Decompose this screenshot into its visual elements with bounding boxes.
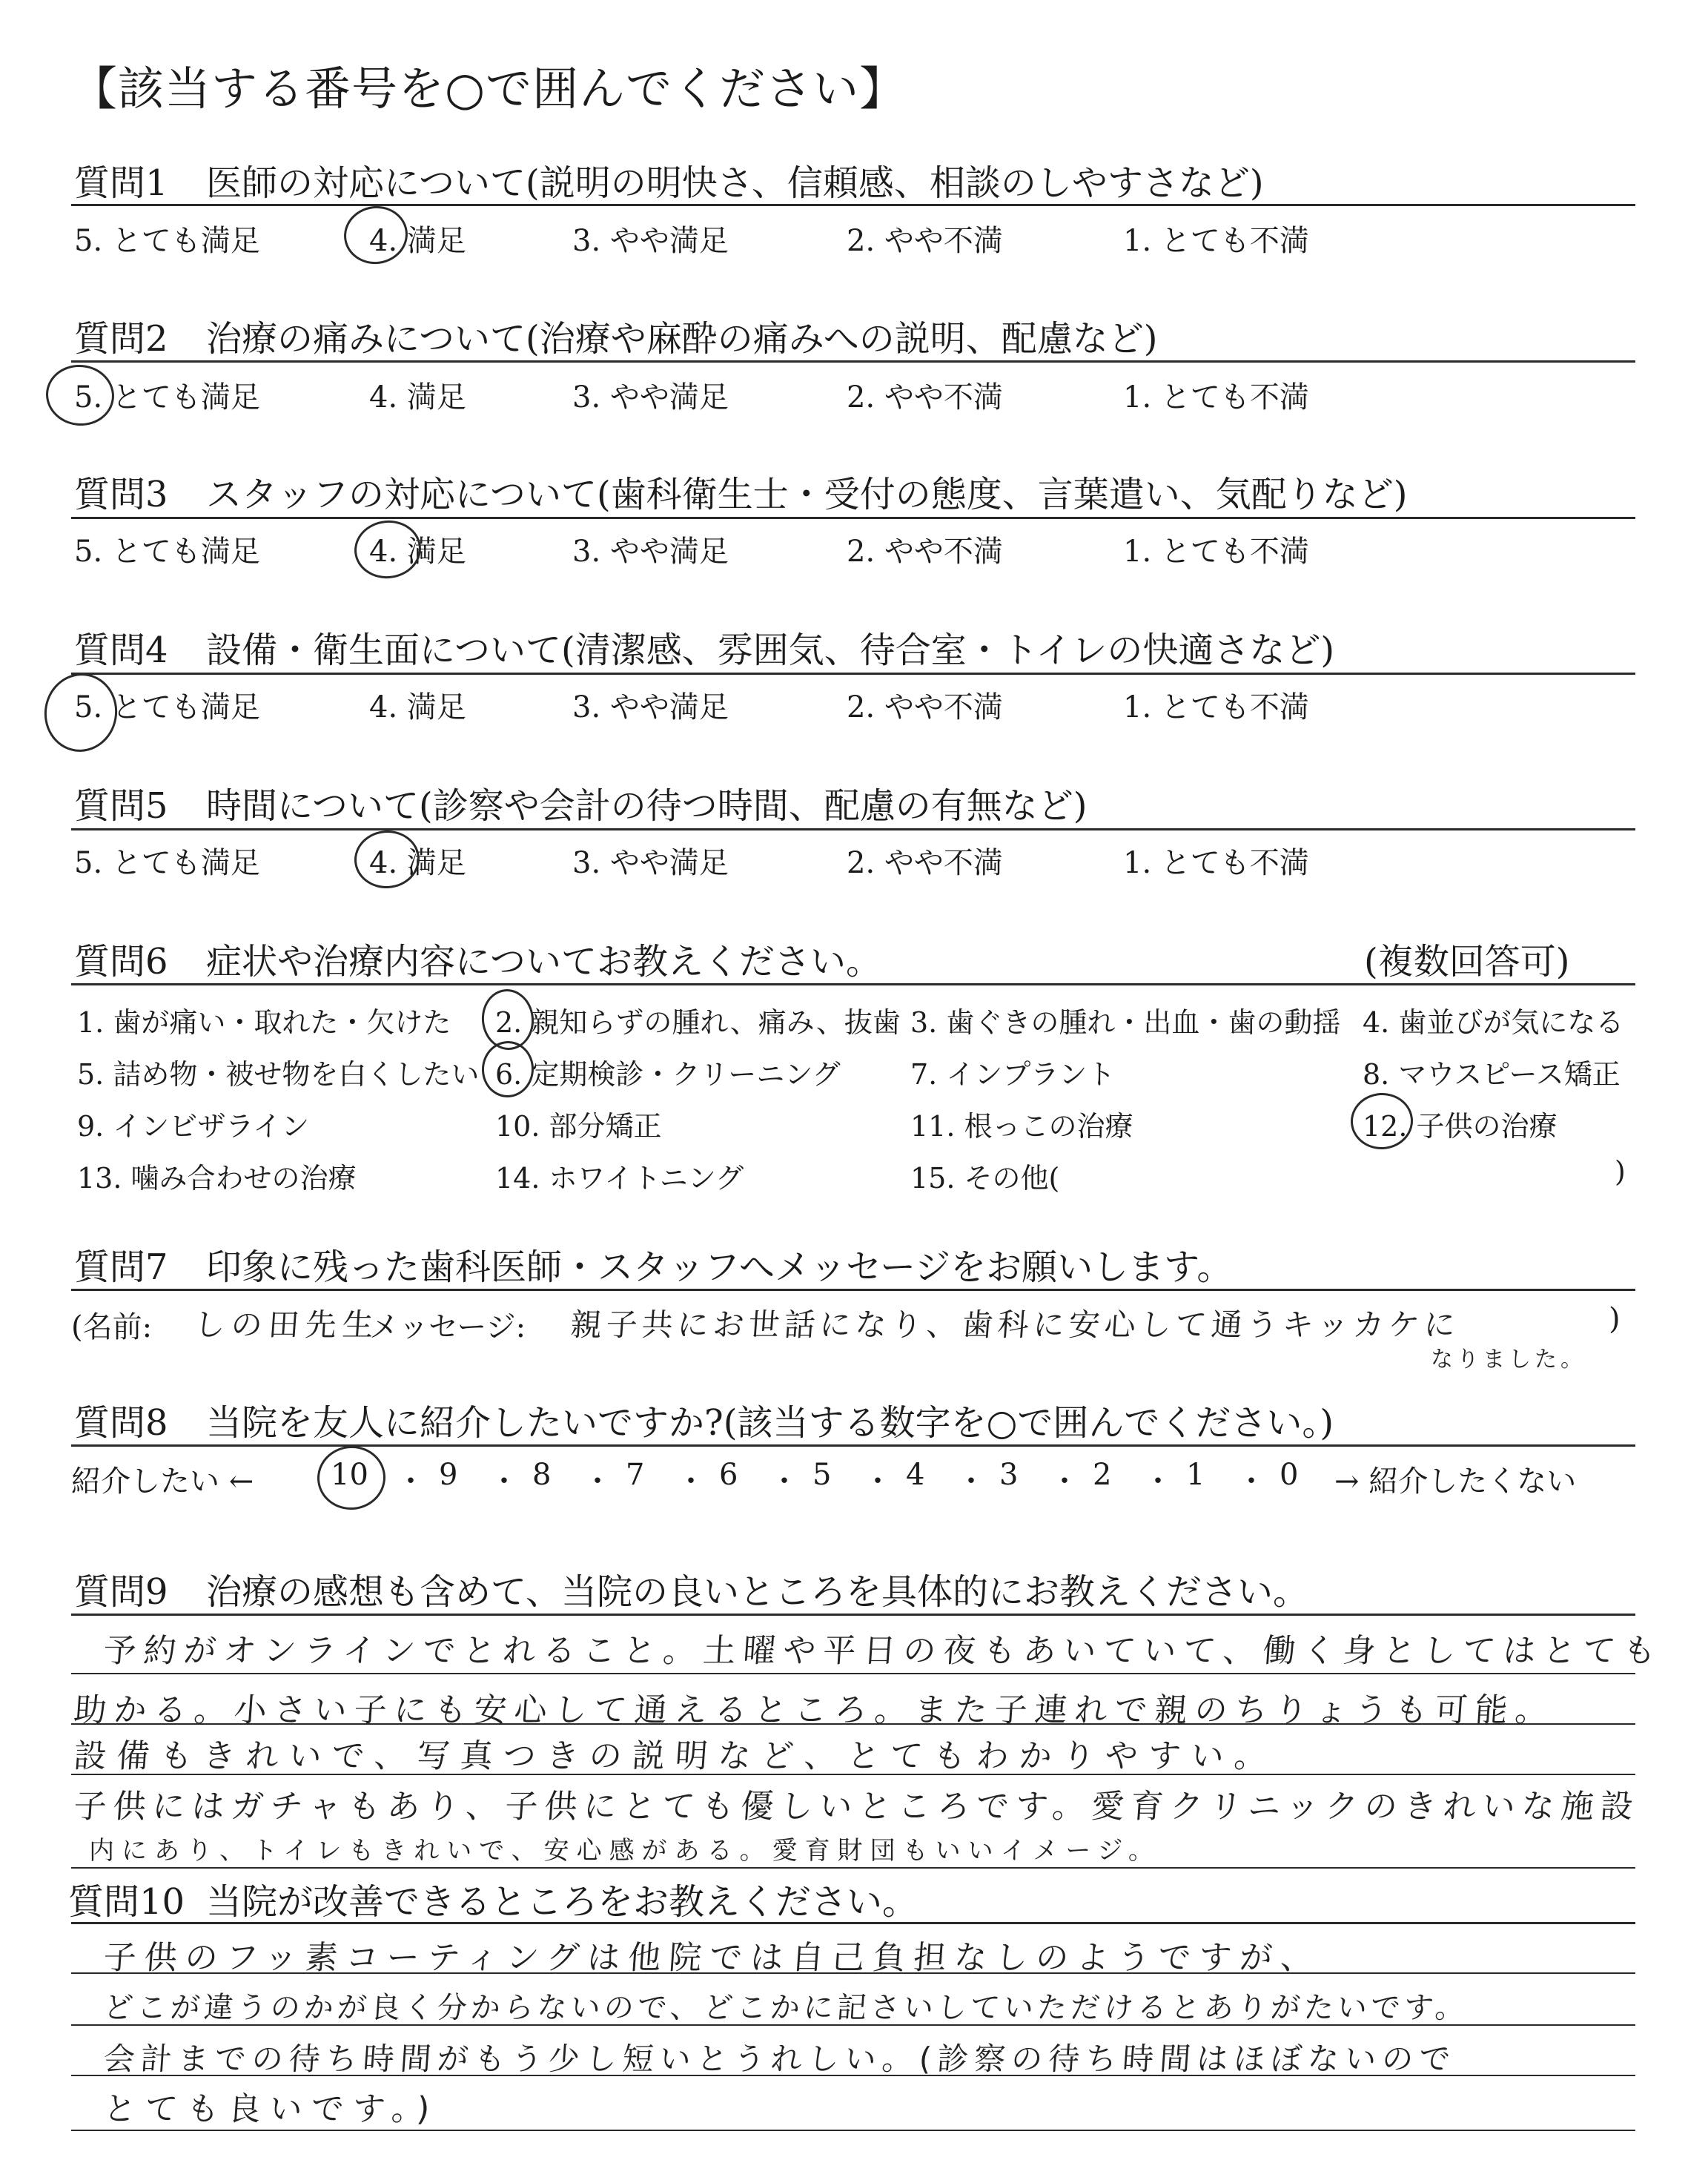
divider	[71, 983, 1635, 985]
symptom-option[interactable]: 6. 定期検診・クリーニング	[495, 1058, 841, 1091]
symptom-option[interactable]: 10. 部分矯正	[495, 1110, 662, 1143]
question-text: 治療の感想も含めて、当院の良いところを具体的にお教えください。	[206, 1571, 1309, 1613]
option-2[interactable]: 2. やや不満	[847, 846, 1003, 880]
divider	[71, 1922, 1635, 1924]
scale-separator: ・	[1237, 1464, 1266, 1499]
multiple-answer-note: (複数回答可)	[1364, 941, 1570, 982]
writing-rule	[71, 1723, 1635, 1725]
scale-separator: ・	[583, 1464, 612, 1499]
divider	[71, 517, 1635, 519]
question-label: 質問4	[74, 630, 168, 671]
scale-value[interactable]: 9	[439, 1458, 458, 1492]
option-3[interactable]: 3. やや満足	[572, 690, 729, 724]
option-3[interactable]: 3. やや満足	[572, 380, 729, 415]
writing-rule	[71, 2024, 1635, 2026]
scale-value[interactable]: 10	[331, 1458, 368, 1492]
symptom-option[interactable]: 8. マウスピース矯正	[1363, 1058, 1621, 1091]
selection-circle	[351, 518, 424, 582]
answer-line[interactable]: どこが違うのかが良く分からないので、どこかに記さいしていただけるとありがたいです。	[102, 1991, 1470, 2025]
answer-line[interactable]: 助かる。小さい子にも安心して通えるところ。また子連れで親のちりょうも可能。	[72, 1691, 1557, 1729]
name-label: (名前:	[71, 1310, 153, 1344]
scale-value[interactable]: 8	[532, 1458, 552, 1492]
symptom-option[interactable]: 14. ホワイトニング	[495, 1162, 744, 1195]
scale-value[interactable]: 1	[1186, 1458, 1205, 1492]
answer-line[interactable]: 会計までの待ち時間がもう少し短いとうれしい。(診察の待ち時間はほぼないので	[102, 2041, 1457, 2077]
message-line[interactable]: 親子共にお世話になり、歯科に安心して通うキッカケに	[569, 1307, 1461, 1343]
answer-line[interactable]: 子供のフッ素コーティングは他院では自己負担なしのようですが、	[102, 1939, 1323, 1977]
option-1[interactable]: 1. とても不満	[1123, 224, 1309, 258]
question-label: 質問10	[68, 1881, 185, 1923]
scale-separator: ・	[863, 1464, 893, 1499]
name-value[interactable]: しの田先生	[193, 1307, 381, 1343]
question-label: 質問9	[74, 1571, 168, 1613]
option-3[interactable]: 3. やや満足	[572, 535, 729, 569]
answer-line[interactable]: 設備もきれいで、写真つきの説明など、とてもわかりやすい。	[72, 1737, 1279, 1775]
writing-rule	[71, 2075, 1635, 2076]
question-label: 質問1	[74, 162, 168, 204]
question-label: 質問5	[74, 785, 168, 827]
symptom-option[interactable]: 1. 歯が痛い・取れた・欠けた	[77, 1006, 451, 1039]
option-4[interactable]: 4. 満足	[369, 690, 466, 724]
question-text: 症状や治療内容についてお教えください。	[206, 941, 882, 982]
symptom-option[interactable]: 15. その他(	[910, 1162, 1060, 1195]
option-3[interactable]: 3. やや満足	[572, 846, 729, 880]
divider	[71, 1614, 1635, 1616]
question-text: 当院が改善できるところをお教えください。	[206, 1881, 918, 1923]
symptom-option[interactable]: 12. 子供の治療	[1363, 1110, 1558, 1143]
scale-value[interactable]: 3	[999, 1458, 1019, 1492]
option-2[interactable]: 2. やや不満	[847, 224, 1003, 258]
question-label: 質問8	[74, 1402, 168, 1444]
scale-value[interactable]: 5	[812, 1458, 832, 1492]
divider	[71, 1444, 1635, 1447]
writing-rule	[71, 1774, 1635, 1775]
symptom-option[interactable]: 3. 歯ぐきの腫れ・出血・歯の動揺	[910, 1006, 1341, 1039]
symptom-option[interactable]: 7. インプラント	[910, 1058, 1116, 1091]
question-label: 質問3	[74, 474, 168, 515]
scale-separator: ・	[396, 1464, 426, 1499]
symptom-option[interactable]: 5. 詰め物・被せ物を白くしたい	[77, 1058, 480, 1091]
scale-value[interactable]: 4	[906, 1458, 925, 1492]
message-line[interactable]: なりました。	[1431, 1347, 1586, 1373]
selection-circle	[43, 361, 117, 429]
other-close-paren: )	[1615, 1155, 1626, 1188]
symptom-option[interactable]: 13. 噛み合わせの治療	[77, 1162, 357, 1195]
option-2[interactable]: 2. やや不満	[847, 690, 1003, 724]
option-5[interactable]: 5. とても満足	[74, 846, 260, 880]
question-label: 質問7	[74, 1246, 168, 1288]
writing-rule	[71, 2130, 1635, 2131]
option-4[interactable]: 4. 満足	[369, 380, 466, 415]
question-text: 設備・衛生面について(清潔感、雰囲気、待合室・トイレの快適さなど)	[206, 630, 1335, 671]
page-title: 【該当する番号を○で囲んでください】	[71, 62, 907, 116]
divider	[71, 828, 1635, 830]
option-1[interactable]: 1. とても不満	[1123, 535, 1309, 569]
option-5[interactable]: 5. とても満足	[74, 690, 260, 724]
message-label: メッセージ:	[369, 1310, 526, 1344]
option-2[interactable]: 2. やや不満	[847, 380, 1003, 415]
symptom-option[interactable]: 11. 根っこの治療	[910, 1110, 1133, 1143]
divider	[71, 360, 1635, 363]
divider	[71, 204, 1635, 206]
selection-circle	[314, 1443, 388, 1513]
divider	[71, 1289, 1635, 1291]
scale-value[interactable]: 0	[1280, 1458, 1299, 1492]
scale-value[interactable]: 7	[626, 1458, 645, 1492]
option-2[interactable]: 2. やや不満	[847, 535, 1003, 569]
option-5[interactable]: 5. とても満足	[74, 535, 260, 569]
question-text: 治療の痛みについて(治療や麻酔の痛みへの説明、配慮など)	[206, 318, 1158, 360]
option-4[interactable]: 4. 満足	[369, 535, 466, 569]
scale-separator: ・	[489, 1464, 519, 1499]
writing-rule	[71, 1972, 1635, 1974]
question-label: 質問6	[74, 941, 168, 982]
question-text: スタッフの対応について(歯科衛生士・受付の態度、言葉遣い、気配りなど)	[206, 474, 1408, 515]
symptom-option[interactable]: 4. 歯並びが気になる	[1363, 1006, 1624, 1039]
divider	[71, 673, 1635, 675]
option-4[interactable]: 4. 満足	[369, 846, 466, 880]
message-close-paren: )	[1609, 1302, 1621, 1336]
option-1[interactable]: 1. とても不満	[1123, 380, 1309, 415]
question-text: 時間について(診察や会計の待つ時間、配慮の有無など)	[206, 785, 1088, 827]
scale-right-label: → 紹介したくない	[1334, 1464, 1577, 1499]
option-1[interactable]: 1. とても不満	[1123, 690, 1309, 724]
option-3[interactable]: 3. やや満足	[572, 224, 729, 258]
scale-separator: ・	[676, 1464, 706, 1499]
scale-value[interactable]: 2	[1093, 1458, 1112, 1492]
answer-line[interactable]: 予約がオンラインでとれること。土曜や平日の夜もあいていて、働く身としてはとても	[102, 1632, 1665, 1670]
answer-line[interactable]: 内にあり、トイレもきれいで、安心感がある。愛育財団もいいイメージ。	[89, 1836, 1161, 1866]
scale-left-label: 紹介したい ←	[71, 1464, 254, 1499]
scale-separator: ・	[956, 1464, 986, 1499]
question-text: 医師の対応について(説明の明快さ、信頼感、相談のしやすさなど)	[206, 162, 1264, 204]
writing-rule	[71, 1673, 1635, 1674]
writing-rule	[71, 1867, 1635, 1869]
symptom-option[interactable]: 9. インビザライン	[77, 1110, 310, 1143]
selection-circle	[39, 667, 124, 757]
symptom-option[interactable]: 2. 親知らずの腫れ、痛み、抜歯	[495, 1006, 901, 1039]
option-5[interactable]: 5. とても満足	[74, 224, 260, 258]
question-text: 印象に残った歯科医師・スタッフへメッセージをお願いします。	[206, 1246, 1233, 1288]
option-5[interactable]: 5. とても満足	[74, 380, 260, 415]
scale-separator: ・	[1143, 1464, 1173, 1499]
answer-line[interactable]: とても良いです。)	[102, 2090, 440, 2128]
question-text: 当院を友人に紹介したいですか?(該当する数字を○で囲んでください。)	[206, 1402, 1334, 1444]
scale-separator: ・	[1050, 1464, 1079, 1499]
option-1[interactable]: 1. とても不満	[1123, 846, 1309, 880]
option-4[interactable]: 4. 満足	[369, 224, 466, 258]
question-label: 質問2	[74, 318, 168, 360]
answer-line[interactable]: 子供にはガチャもあり、子供にとても優しいところです。愛育クリニックのきれいな施設	[72, 1788, 1641, 1826]
scale-value[interactable]: 6	[719, 1458, 738, 1492]
scale-separator: ・	[769, 1464, 799, 1499]
